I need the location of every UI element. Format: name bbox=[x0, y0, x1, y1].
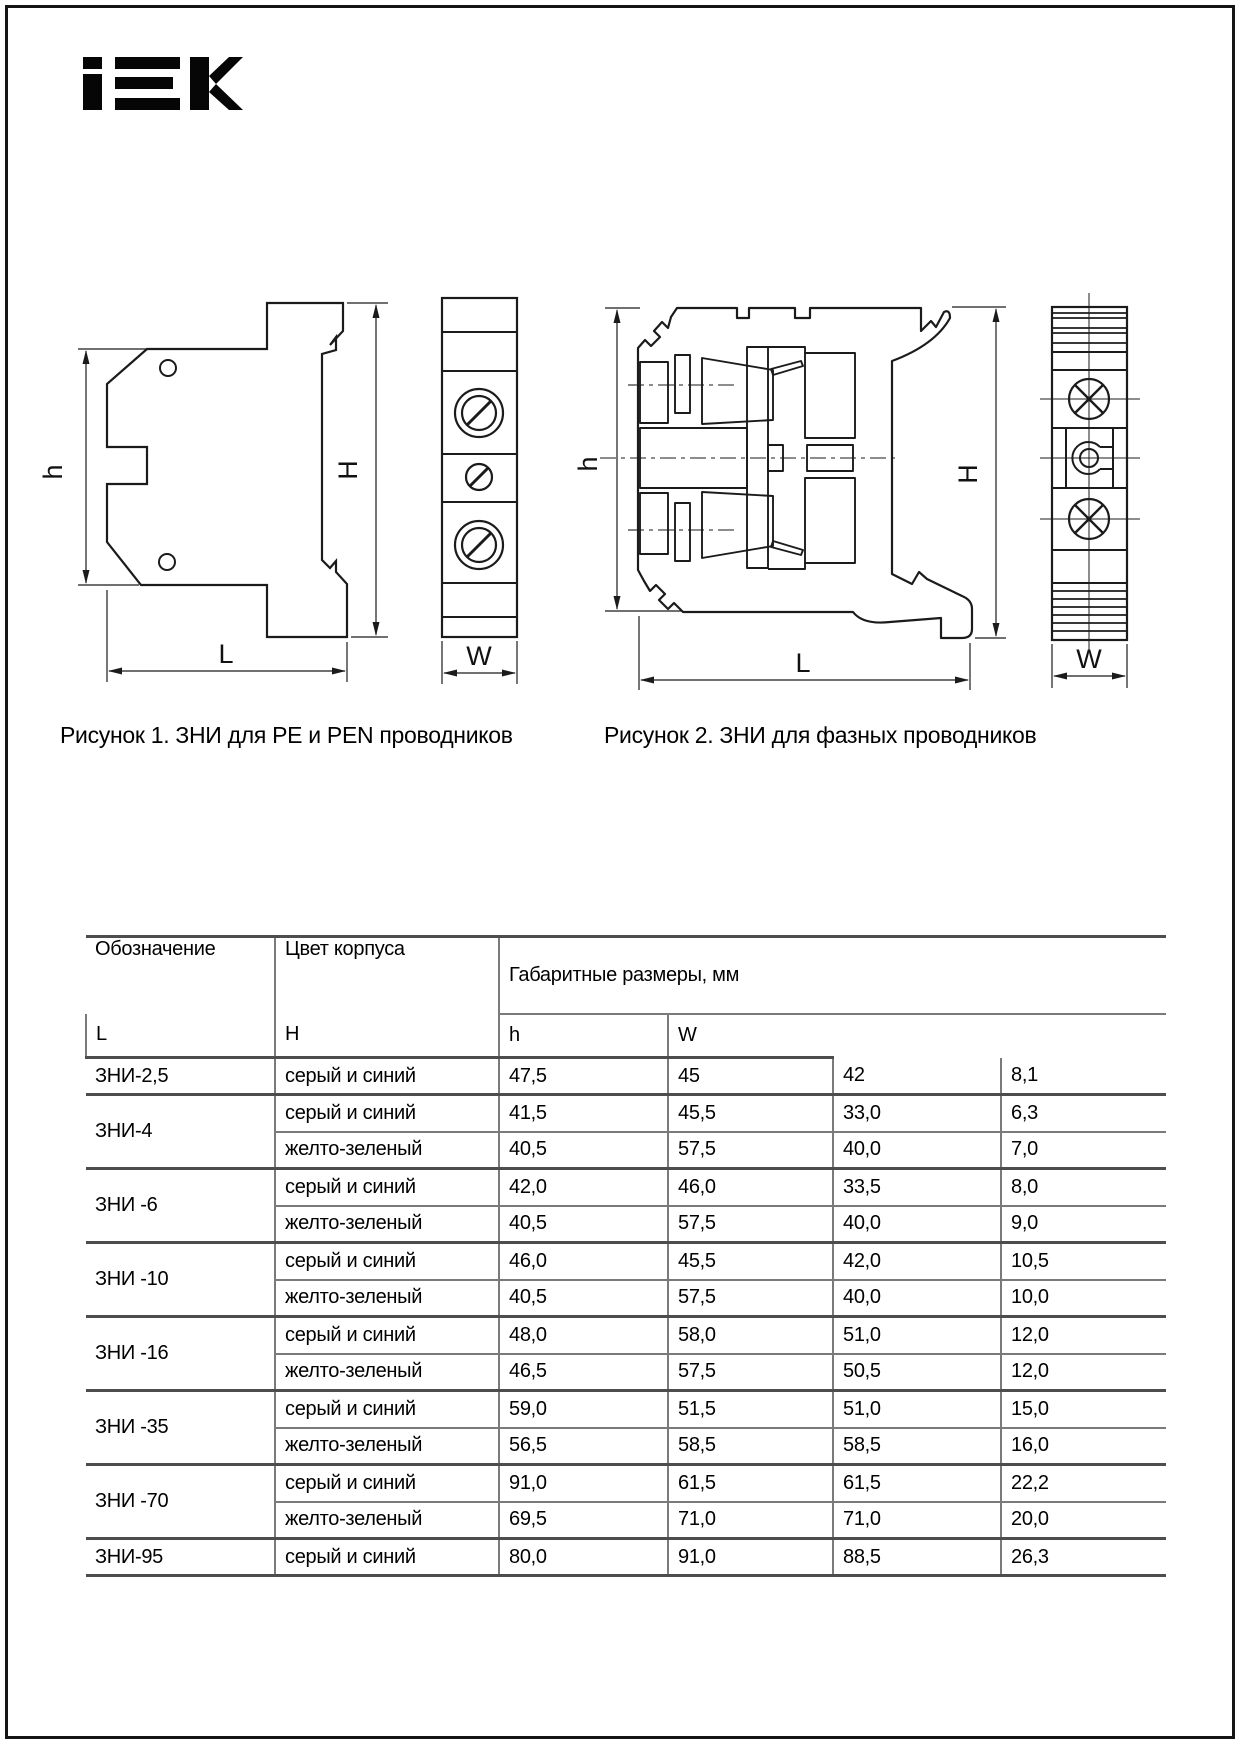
table-cell: 61,5 bbox=[668, 1465, 833, 1502]
model-cell: ЗНИ -10 bbox=[86, 1243, 275, 1317]
table-cell: 40,0 bbox=[833, 1280, 1001, 1317]
figure2-caption: Рисунок 2. ЗНИ для фазных проводников bbox=[604, 722, 1037, 748]
table-cell: 40,5 bbox=[499, 1132, 668, 1169]
col-header-L: L bbox=[86, 1014, 275, 1058]
table-cell: серый и синий bbox=[275, 1465, 499, 1502]
fig1-front-view bbox=[442, 298, 517, 637]
table-row bbox=[86, 1391, 1166, 1428]
col-header-dimensions: Габаритные размеры, мм bbox=[499, 937, 1166, 1014]
table-cell: 22,2 bbox=[1001, 1465, 1166, 1502]
table-cell: 45,5 bbox=[668, 1243, 833, 1280]
table-cell: 6,3 bbox=[1001, 1095, 1166, 1132]
table-cell: желто-зеленый bbox=[275, 1132, 499, 1169]
table-cell: 10,5 bbox=[1001, 1243, 1166, 1280]
table-cell: 9,0 bbox=[1001, 1206, 1166, 1243]
table-cell: желто-зеленый bbox=[275, 1502, 499, 1539]
table-cell: 40,0 bbox=[833, 1206, 1001, 1243]
table-row bbox=[86, 1243, 1166, 1280]
fig1-dimensions bbox=[78, 303, 517, 684]
table-cell: 46,0 bbox=[499, 1243, 668, 1280]
table-cell: 33,0 bbox=[833, 1095, 1001, 1132]
table-cell: серый и синий bbox=[275, 1391, 499, 1428]
fig2-dim-H-label: H bbox=[953, 464, 983, 484]
table-cell: 42 bbox=[833, 1058, 1001, 1095]
col-header-h: h bbox=[499, 1014, 668, 1058]
table-row bbox=[86, 1169, 1166, 1206]
table-cell: 91,0 bbox=[499, 1465, 668, 1502]
table-cell: серый и синий bbox=[275, 1058, 499, 1095]
model-cell: ЗНИ-95 bbox=[86, 1539, 275, 1576]
model-cell: ЗНИ -35 bbox=[86, 1391, 275, 1465]
col-header-W: W bbox=[668, 1014, 833, 1058]
model-cell: ЗНИ -70 bbox=[86, 1465, 275, 1539]
table-cell: 33,5 bbox=[833, 1169, 1001, 1206]
table-cell: серый и синий bbox=[275, 1095, 499, 1132]
table-cell: 8,0 bbox=[1001, 1169, 1166, 1206]
table-cell: 51,0 bbox=[833, 1317, 1001, 1354]
table-cell: 45,5 bbox=[668, 1095, 833, 1132]
table-cell: 26,3 bbox=[1001, 1539, 1166, 1576]
model-cell: ЗНИ-4 bbox=[86, 1095, 275, 1169]
fig2-dimensions bbox=[605, 307, 1127, 690]
table-cell: 40,0 bbox=[833, 1132, 1001, 1169]
table-row bbox=[86, 1465, 1166, 1502]
table-cell: 58,5 bbox=[668, 1428, 833, 1465]
fig2-front-view bbox=[1040, 293, 1140, 652]
dimensions-table bbox=[85, 935, 1165, 1577]
table-row bbox=[86, 1058, 1166, 1095]
table-cell: 10,0 bbox=[1001, 1280, 1166, 1317]
model-cell: ЗНИ -6 bbox=[86, 1169, 275, 1243]
table-cell: 91,0 bbox=[668, 1539, 833, 1576]
table-cell: 57,5 bbox=[668, 1354, 833, 1391]
fig1-side-view bbox=[107, 303, 347, 637]
table-cell: серый и синий bbox=[275, 1169, 499, 1206]
table-cell: 40,5 bbox=[499, 1280, 668, 1317]
table-cell: желто-зеленый bbox=[275, 1354, 499, 1391]
fig2-dim-L-label: L bbox=[795, 648, 811, 678]
table-cell: 56,5 bbox=[499, 1428, 668, 1465]
figure1-caption: Рисунок 1. ЗНИ для PE и PEN проводников bbox=[60, 722, 513, 748]
fig1-dim-L-label: L bbox=[218, 639, 234, 669]
slotted-screw-icon bbox=[455, 389, 503, 437]
table-cell: 47,5 bbox=[499, 1058, 668, 1095]
table-cell: 46,0 bbox=[668, 1169, 833, 1206]
slotted-screw-icon bbox=[455, 521, 503, 569]
table-cell: 71,0 bbox=[833, 1502, 1001, 1539]
table-cell: 42,0 bbox=[833, 1243, 1001, 1280]
table-cell: 69,5 bbox=[499, 1502, 668, 1539]
table-cell: 61,5 bbox=[833, 1465, 1001, 1502]
table-cell: 7,0 bbox=[1001, 1132, 1166, 1169]
table-cell: 20,0 bbox=[1001, 1502, 1166, 1539]
table-cell: 42,0 bbox=[499, 1169, 668, 1206]
model-cell: ЗНИ -16 bbox=[86, 1317, 275, 1391]
table-row bbox=[86, 1539, 1166, 1576]
col-header-body-color: Цвет корпуса bbox=[275, 937, 499, 1014]
fig1-dim-H-label: H bbox=[333, 460, 363, 480]
fig1-dim-W-label: W bbox=[466, 641, 492, 671]
table-row bbox=[86, 1317, 1166, 1354]
fig1-dim-h-label: h bbox=[38, 464, 68, 480]
table-cell: 12,0 bbox=[1001, 1317, 1166, 1354]
table-cell: желто-зеленый bbox=[275, 1428, 499, 1465]
table-cell: 12,0 bbox=[1001, 1354, 1166, 1391]
iek-logo bbox=[83, 57, 243, 110]
table-cell: серый и синий bbox=[275, 1539, 499, 1576]
table-cell: 40,5 bbox=[499, 1206, 668, 1243]
table-row bbox=[86, 1095, 1166, 1132]
table-cell: 41,5 bbox=[499, 1095, 668, 1132]
fig2-dim-h-label: h bbox=[573, 456, 603, 472]
table-cell: 48,0 bbox=[499, 1317, 668, 1354]
table-cell: 46,5 bbox=[499, 1354, 668, 1391]
fig1-dimension-arrows bbox=[83, 304, 517, 677]
fig2-side-view bbox=[600, 308, 972, 638]
table-cell: 57,5 bbox=[668, 1132, 833, 1169]
slotted-screw-small-icon bbox=[466, 464, 492, 490]
col-header-H: H bbox=[275, 1014, 499, 1058]
table-cell: 16,0 bbox=[1001, 1428, 1166, 1465]
table-cell: серый и синий bbox=[275, 1317, 499, 1354]
table-cell: 51,5 bbox=[668, 1391, 833, 1428]
table-cell: 58,5 bbox=[833, 1428, 1001, 1465]
table-cell: 88,5 bbox=[833, 1539, 1001, 1576]
table-cell: серый и синий bbox=[275, 1243, 499, 1280]
table-cell: 15,0 bbox=[1001, 1391, 1166, 1428]
table-cell: желто-зеленый bbox=[275, 1206, 499, 1243]
table-cell: 50,5 bbox=[833, 1354, 1001, 1391]
table-cell: 58,0 bbox=[668, 1317, 833, 1354]
table-cell: 45 bbox=[668, 1058, 833, 1095]
table-cell: 8,1 bbox=[1001, 1058, 1166, 1095]
table-cell: 57,5 bbox=[668, 1280, 833, 1317]
table-cell: 51,0 bbox=[833, 1391, 1001, 1428]
table-cell: 57,5 bbox=[668, 1206, 833, 1243]
table-cell: 80,0 bbox=[499, 1539, 668, 1576]
table-cell: 59,0 bbox=[499, 1391, 668, 1428]
table-cell: желто-зеленый bbox=[275, 1280, 499, 1317]
model-cell: ЗНИ-2,5 bbox=[95, 1064, 169, 1087]
col-header-designation: Обозначение bbox=[95, 938, 216, 960]
table-cell: 71,0 bbox=[668, 1502, 833, 1539]
fig2-dim-W-label: W bbox=[1076, 644, 1102, 674]
